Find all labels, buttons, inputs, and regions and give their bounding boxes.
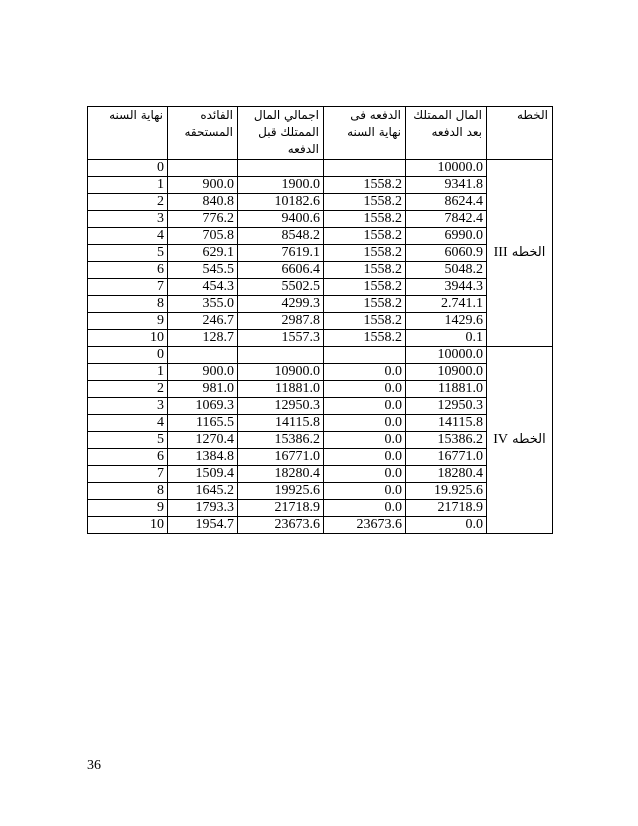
cell-year: 9 [88, 500, 168, 517]
cell-balance: 10900.0 [406, 364, 487, 381]
cell-payment: 1558.2 [324, 228, 406, 245]
cell-payment: 0.0 [324, 381, 406, 398]
cell-balance: 21718.9 [406, 500, 487, 517]
cell-total: 1557.3 [238, 330, 324, 347]
cell-year: 2 [88, 381, 168, 398]
cell-total: 7619.1 [238, 245, 324, 262]
cell-interest: 355.0 [168, 296, 238, 313]
cell-year: 5 [88, 432, 168, 449]
table-row [88, 330, 553, 347]
table-row [88, 500, 553, 517]
cell-payment: 1558.2 [324, 279, 406, 296]
cell-interest: 1384.8 [168, 449, 238, 466]
cell-interest: 981.0 [168, 381, 238, 398]
table-row [88, 364, 553, 381]
cell-total: 21718.9 [238, 500, 324, 517]
cell-year: 6 [88, 449, 168, 466]
cell-total: 9400.6 [238, 211, 324, 228]
cell-year: 4 [88, 415, 168, 432]
cell-interest: 1165.5 [168, 415, 238, 432]
cell-balance: 2.741.1 [406, 296, 487, 313]
cell-interest [168, 347, 238, 364]
cell-payment: 0.0 [324, 364, 406, 381]
cell-year: 1 [88, 177, 168, 194]
cell-year: 8 [88, 296, 168, 313]
cell-total [238, 160, 324, 177]
cell-total: 12950.3 [238, 398, 324, 415]
cell-interest: 1954.7 [168, 517, 238, 534]
table-row [88, 228, 553, 245]
plan-label: الخطه [512, 432, 546, 447]
cell-total: 10900.0 [238, 364, 324, 381]
plans-table [87, 106, 553, 534]
cell-payment: 1558.2 [324, 245, 406, 262]
cell-interest: 900.0 [168, 177, 238, 194]
cell-total: 1900.0 [238, 177, 324, 194]
cell-total: 19925.6 [238, 483, 324, 500]
cell-total: 10182.6 [238, 194, 324, 211]
cell-balance: 5048.2 [406, 262, 487, 279]
cell-balance: 19.925.6 [406, 483, 487, 500]
cell-year: 0 [88, 160, 168, 177]
cell-payment: 0.0 [324, 398, 406, 415]
cell-balance: 0.1 [406, 330, 487, 347]
cell-year: 3 [88, 211, 168, 228]
cell-interest: 1509.4 [168, 466, 238, 483]
cell-total: 6606.4 [238, 262, 324, 279]
cell-balance: 6060.9 [406, 245, 487, 262]
cell-total: 16771.0 [238, 449, 324, 466]
cell-total [238, 347, 324, 364]
cell-interest: 840.8 [168, 194, 238, 211]
cell-year: 9 [88, 313, 168, 330]
cell-interest: 1645.2 [168, 483, 238, 500]
cell-balance: 11881.0 [406, 381, 487, 398]
cell-interest: 1793.3 [168, 500, 238, 517]
cell-year: 1 [88, 364, 168, 381]
plan-label: الخطه [511, 245, 546, 260]
cell-payment: 0.0 [324, 415, 406, 432]
cell-payment: 23673.6 [324, 517, 406, 534]
table-row [88, 466, 553, 483]
cell-year: 7 [88, 279, 168, 296]
header-year-end: نهاية السنه [88, 107, 168, 160]
cell-year: 4 [88, 228, 168, 245]
cell-total: 23673.6 [238, 517, 324, 534]
table-row [88, 398, 553, 415]
cell-interest: 454.3 [168, 279, 238, 296]
cell-year: 10 [88, 330, 168, 347]
table-row [88, 415, 553, 432]
table-row [88, 245, 553, 262]
plan-label-cell [487, 160, 553, 347]
cell-year: 5 [88, 245, 168, 262]
cell-payment: 0.0 [324, 500, 406, 517]
cell-payment [324, 347, 406, 364]
cell-total: 15386.2 [238, 432, 324, 449]
table-row [88, 194, 553, 211]
table-row [88, 177, 553, 194]
cell-balance: 15386.2 [406, 432, 487, 449]
cell-balance: 1429.6 [406, 313, 487, 330]
cell-balance: 3944.3 [406, 279, 487, 296]
cell-balance: 14115.8 [406, 415, 487, 432]
cell-interest: 900.0 [168, 364, 238, 381]
cell-year: 0 [88, 347, 168, 364]
header-row [88, 107, 553, 160]
cell-total: 18280.4 [238, 466, 324, 483]
cell-balance: 0.0 [406, 517, 487, 534]
cell-balance: 10000.0 [406, 347, 487, 364]
cell-balance: 12950.3 [406, 398, 487, 415]
cell-balance: 6990.0 [406, 228, 487, 245]
header-total-before-payment: اجمالي المال الممتلك قبل الدفعه [238, 107, 324, 160]
page-number: 36 [87, 758, 101, 773]
cell-interest: 705.8 [168, 228, 238, 245]
cell-payment: 0.0 [324, 466, 406, 483]
cell-payment: 1558.2 [324, 330, 406, 347]
cell-total: 4299.3 [238, 296, 324, 313]
cell-payment: 0.0 [324, 483, 406, 500]
table-row [88, 381, 553, 398]
cell-interest: 545.5 [168, 262, 238, 279]
cell-total: 2987.8 [238, 313, 324, 330]
cell-payment: 0.0 [324, 449, 406, 466]
plan-numeral: IV [493, 432, 509, 447]
cell-payment: 1558.2 [324, 262, 406, 279]
cell-interest: 246.7 [168, 313, 238, 330]
plan-numeral: III [493, 245, 508, 260]
header-payment-year-end: الدفعه فى نهاية السنه [324, 107, 406, 160]
cell-balance: 9341.8 [406, 177, 487, 194]
cell-interest: 629.1 [168, 245, 238, 262]
cell-payment: 0.0 [324, 432, 406, 449]
cell-year: 3 [88, 398, 168, 415]
table-row [88, 313, 553, 330]
cell-balance: 18280.4 [406, 466, 487, 483]
cell-interest: 1270.4 [168, 432, 238, 449]
cell-total: 8548.2 [238, 228, 324, 245]
header-balance-after-payment: المال الممتلك بعد الدفعه [406, 107, 487, 160]
table-row [88, 211, 553, 228]
cell-total: 11881.0 [238, 381, 324, 398]
cell-balance: 8624.4 [406, 194, 487, 211]
cell-interest: 1069.3 [168, 398, 238, 415]
table-row [88, 517, 553, 534]
table-row [88, 160, 553, 177]
header-interest-due: الفائده المستحقه [168, 107, 238, 160]
cell-payment: 1558.2 [324, 211, 406, 228]
table-row [88, 449, 553, 466]
cell-payment: 1558.2 [324, 177, 406, 194]
table-row [88, 262, 553, 279]
cell-payment [324, 160, 406, 177]
cell-payment: 1558.2 [324, 194, 406, 211]
table-row [88, 483, 553, 500]
table-row [88, 347, 553, 364]
plan-label-cell [487, 347, 553, 534]
header-plan: الخطه [487, 107, 553, 160]
table-row [88, 279, 553, 296]
cell-year: 10 [88, 517, 168, 534]
cell-balance: 10000.0 [406, 160, 487, 177]
table-row [88, 296, 553, 313]
cell-total: 5502.5 [238, 279, 324, 296]
cell-payment: 1558.2 [324, 296, 406, 313]
table-body [88, 107, 553, 534]
cell-year: 7 [88, 466, 168, 483]
cell-total: 14115.8 [238, 415, 324, 432]
cell-year: 6 [88, 262, 168, 279]
cell-year: 8 [88, 483, 168, 500]
cell-balance: 16771.0 [406, 449, 487, 466]
cell-payment: 1558.2 [324, 313, 406, 330]
cell-interest: 776.2 [168, 211, 238, 228]
cell-balance: 7842.4 [406, 211, 487, 228]
cell-interest: 128.7 [168, 330, 238, 347]
table-row [88, 432, 553, 449]
cell-year: 2 [88, 194, 168, 211]
cell-interest [168, 160, 238, 177]
